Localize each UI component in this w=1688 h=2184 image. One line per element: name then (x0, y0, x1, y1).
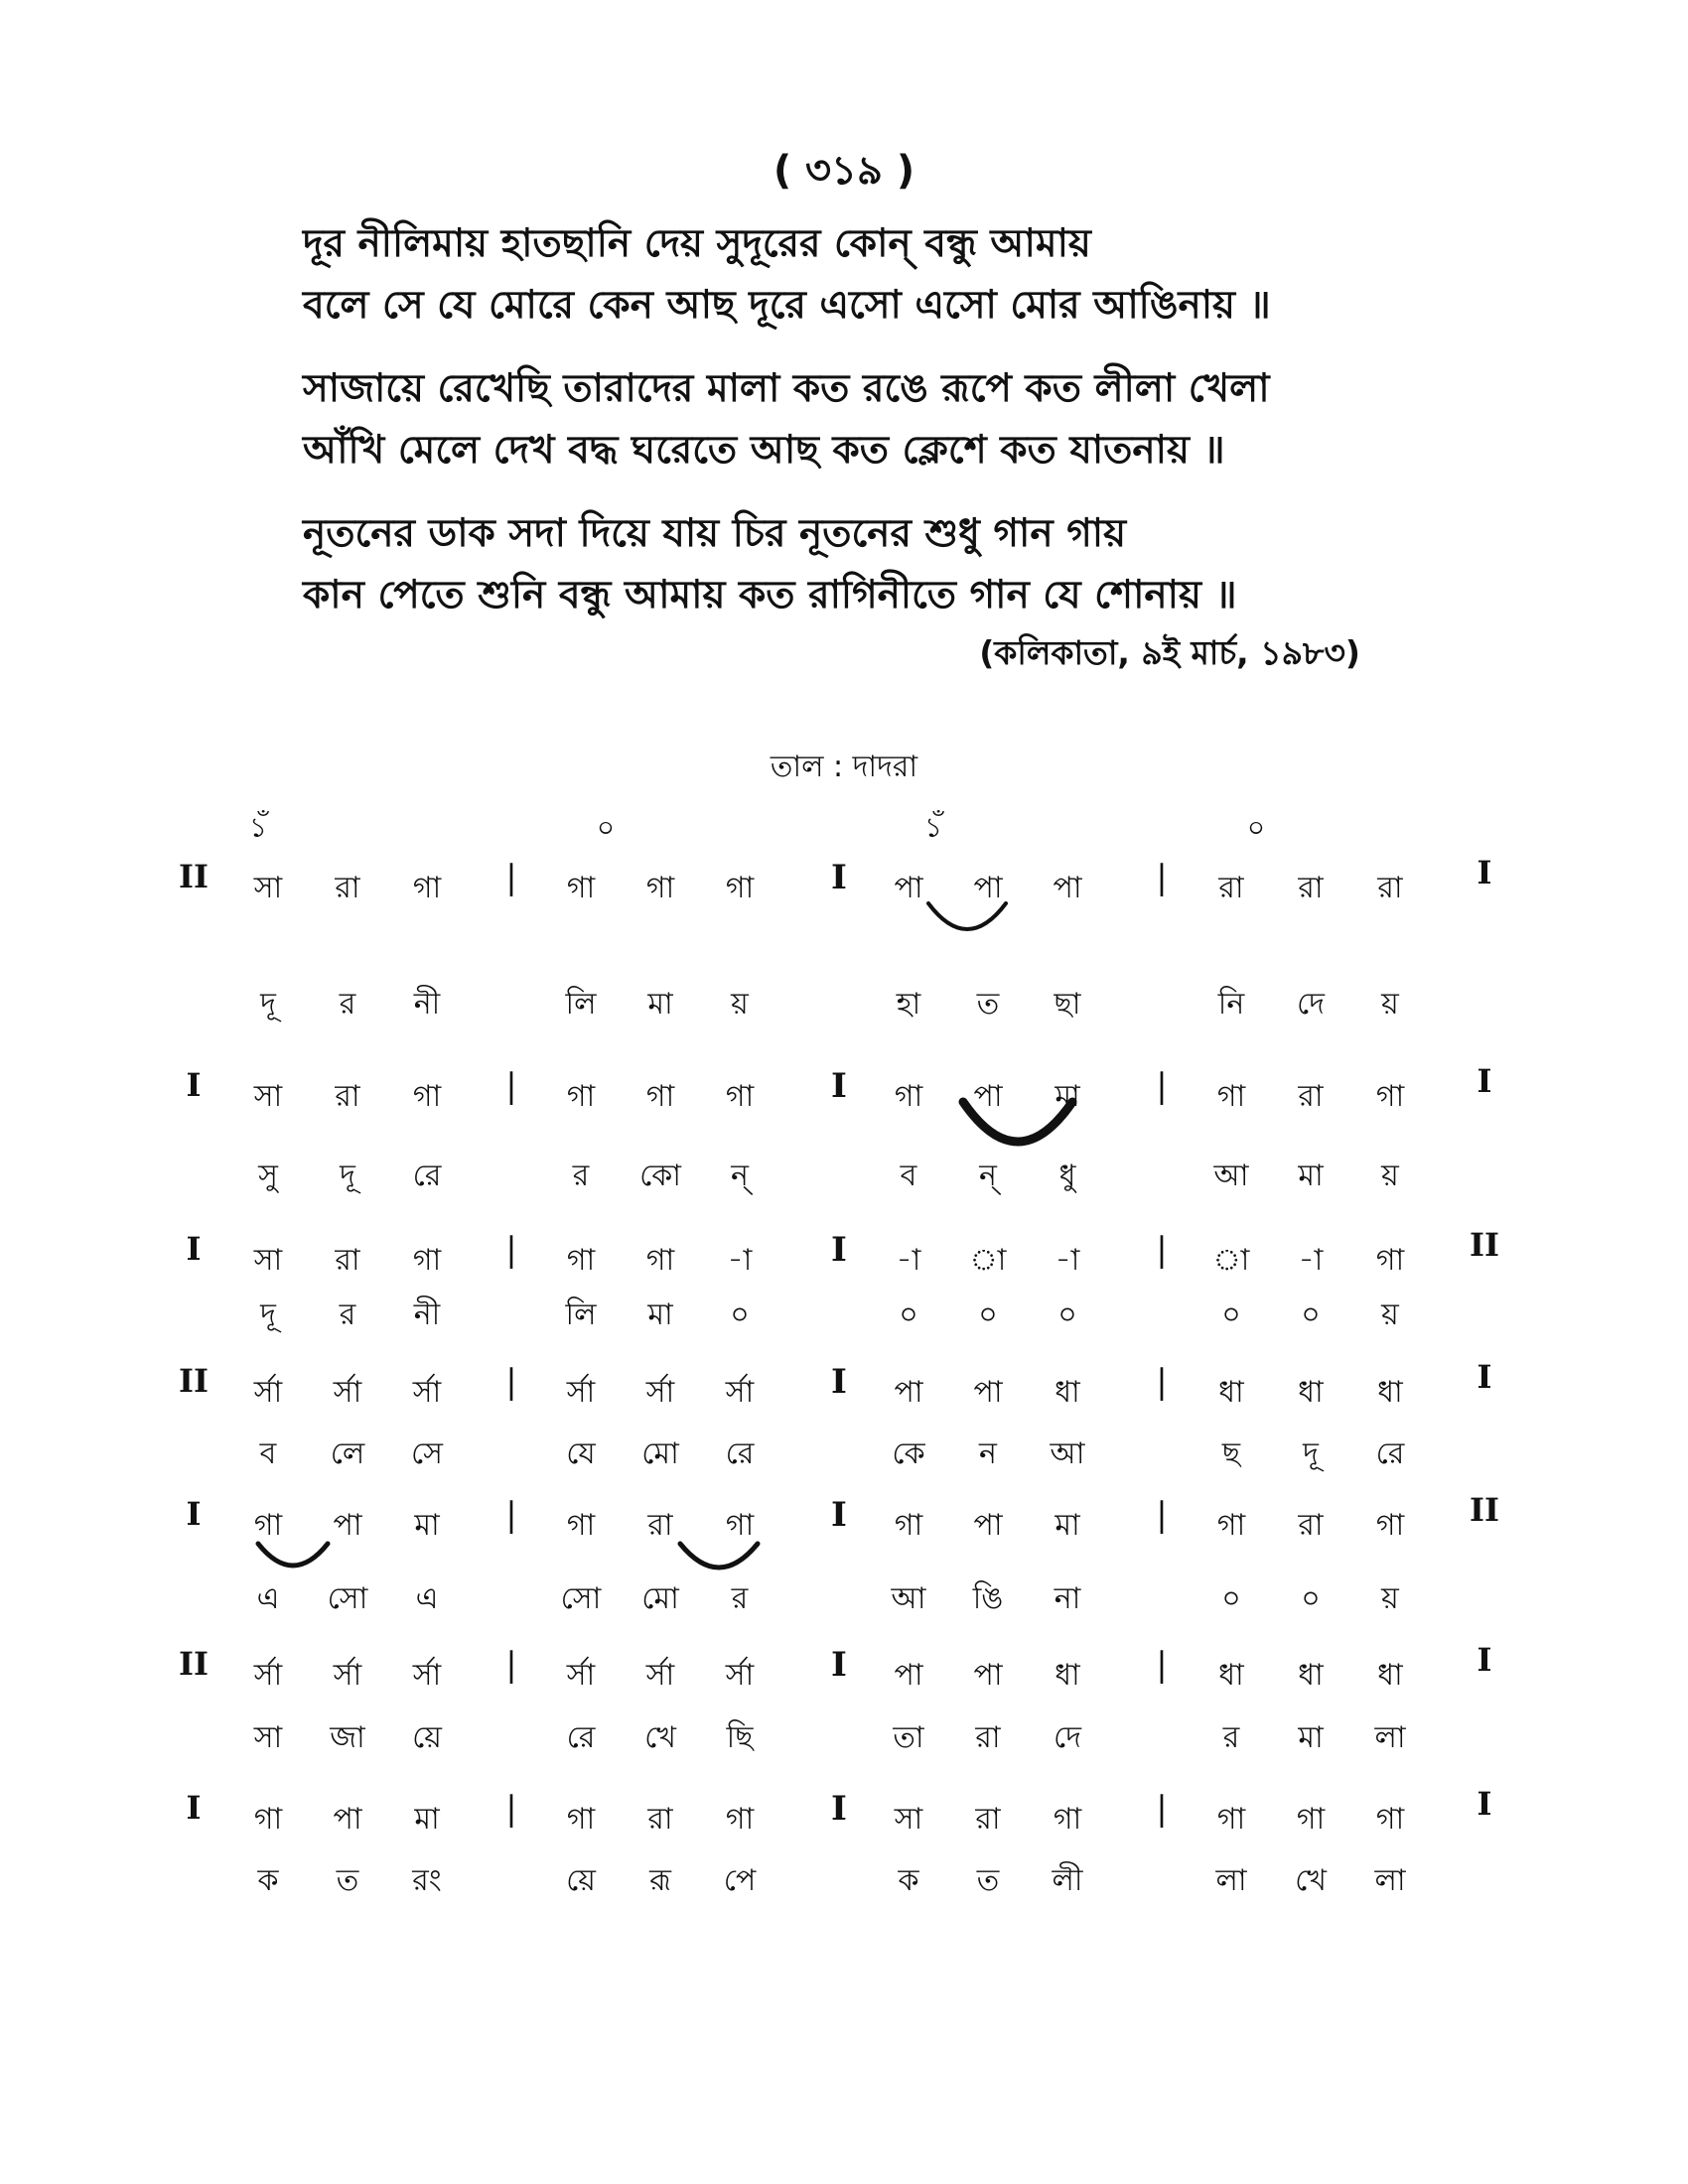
swara-note: গা (1216, 1508, 1246, 1543)
swara-note: রা (1298, 1508, 1324, 1543)
swara-note: র্সা (566, 1658, 596, 1693)
bani-syllable: কো (639, 1159, 681, 1193)
swara-note: গা (1053, 1802, 1082, 1837)
swara-note: গা (412, 1243, 442, 1278)
swara-note: গা (1296, 1802, 1326, 1837)
row-end-mark: I (1477, 1785, 1492, 1823)
bani-syllable: সা (253, 1720, 283, 1755)
row-end-mark: I (1477, 1358, 1492, 1396)
bani-syllable: ছি (726, 1720, 754, 1755)
bani-syllable: ক (898, 1863, 919, 1898)
bani-syllable: দূ (260, 1297, 276, 1332)
bani-syllable: ঙি (972, 1581, 1004, 1616)
row-end-mark: II (1470, 1226, 1499, 1264)
swara-note: গা (566, 1079, 596, 1114)
row-start-mark: I (186, 1066, 202, 1104)
swara-note: পা (894, 1658, 923, 1693)
vibhag-divider: | (505, 858, 517, 897)
swara-note: ধা (1298, 1658, 1324, 1693)
swara-note: পা (973, 1079, 1003, 1114)
bani-syllable: লা (1215, 1863, 1247, 1898)
swara-note: গা (253, 1802, 283, 1837)
swara-note: পা (973, 1508, 1003, 1543)
vibhag-divider-major: I (831, 1789, 847, 1829)
dateline: (কলিকাতা, ৯ই মার্চ, ১৯৮৩) (979, 633, 1360, 672)
swara-note: র্সা (645, 1375, 675, 1410)
bani-syllable: রে (1375, 1436, 1405, 1471)
swara-note: সা (253, 871, 283, 905)
bani-syllable: জা (330, 1720, 365, 1755)
swara-note: গা (412, 1079, 442, 1114)
swara-note: গা (566, 1243, 596, 1278)
bani-syllable: আ (1050, 1436, 1085, 1471)
bani-syllable: ত (976, 987, 1000, 1022)
bani-syllable: ন্ (731, 1159, 749, 1193)
bani-syllable: ব (259, 1436, 277, 1471)
swara-note: পা (973, 1658, 1003, 1693)
lyric-line: কান পেতে শুনি বন্ধু আমায় কত রাগিনীতে গান যে শোনায় ॥ (303, 573, 1237, 617)
bani-syllable: মা (1298, 1159, 1324, 1193)
row-start-mark: I (186, 1789, 202, 1827)
row-end-mark: I (1477, 1641, 1492, 1679)
vibhag-divider: | (505, 1066, 517, 1106)
bani-syllable: য়ে (412, 1720, 442, 1755)
vibhag-divider: | (1156, 1066, 1168, 1106)
swara-note: মা (414, 1802, 440, 1837)
tala-label: তাল : দাদরা (770, 750, 918, 784)
swara-note: -া (727, 1243, 753, 1278)
swara-note: পা (333, 1802, 362, 1837)
bani-syllable: দূ (340, 1159, 355, 1193)
bani-syllable: র (339, 987, 356, 1022)
swara-note: গা (645, 1243, 675, 1278)
beat-mark: ০ (1246, 811, 1266, 844)
swara-note: সা (894, 1802, 923, 1837)
swara-note: পা (1053, 871, 1082, 905)
bani-syllable: য় (1381, 987, 1399, 1022)
bani-syllable: রং (412, 1863, 442, 1898)
swara-note: গা (412, 871, 442, 905)
bani-syllable: রে (725, 1436, 755, 1471)
swara-note: গা (894, 1079, 923, 1114)
bani-syllable: যে (566, 1436, 596, 1471)
bani-syllable: য় (731, 987, 749, 1022)
bani-syllable: আ (891, 1581, 926, 1616)
bani-syllable: ০ (1221, 1581, 1241, 1616)
bani-syllable: ত (976, 1863, 1000, 1898)
bani-syllable: নী (413, 987, 441, 1022)
row-end-mark: I (1477, 854, 1492, 891)
swara-note: গা (566, 1802, 596, 1837)
swara-note: র্সা (333, 1375, 362, 1410)
bani-syllable: ক (257, 1863, 279, 1898)
swara-note: -া (1298, 1243, 1324, 1278)
swara-note: পা (973, 1375, 1003, 1410)
swara-note: গা (725, 1802, 755, 1837)
swara-note: র্সা (253, 1375, 283, 1410)
vibhag-divider: | (505, 1362, 517, 1402)
swara-note: গা (725, 1508, 755, 1543)
bani-syllable: য় (1381, 1297, 1399, 1332)
lyric-line: আঁখি মেলে দেখ বদ্ধ ঘরেতে আছ কত ক্লেশে কত যাতনায় ॥ (303, 428, 1225, 473)
swara-note: রা (975, 1802, 1001, 1837)
bani-syllable: ০ (1057, 1297, 1077, 1332)
row-start-mark: I (186, 1230, 202, 1268)
vibhag-divider: | (1156, 1495, 1168, 1535)
bani-syllable: ০ (730, 1297, 750, 1332)
bani-syllable: মো (641, 1581, 679, 1616)
bani-syllable: লি (565, 1297, 597, 1332)
bani-syllable: রূ (649, 1863, 671, 1898)
bani-syllable: ০ (1301, 1581, 1321, 1616)
bani-syllable: ছা (1054, 987, 1081, 1022)
swara-note: রা (647, 1802, 673, 1837)
bani-syllable: মা (647, 1297, 673, 1332)
vibhag-divider: | (1156, 1789, 1168, 1829)
row-end-mark: I (1477, 1062, 1492, 1100)
vibhag-divider: | (1156, 858, 1168, 897)
swara-note: গা (566, 1508, 596, 1543)
bani-syllable: কে (892, 1436, 925, 1471)
swara-note: র্সা (412, 1658, 442, 1693)
bani-syllable: মা (1298, 1720, 1324, 1755)
swara-note: গা (725, 1079, 755, 1114)
bani-syllable: দূ (1303, 1436, 1319, 1471)
swara-note: র্সা (253, 1658, 283, 1693)
bani-syllable: আ (1213, 1159, 1249, 1193)
bani-syllable: ছ (1221, 1436, 1241, 1471)
swara-note: মা (1055, 1508, 1080, 1543)
swara-note: গা (894, 1508, 923, 1543)
bani-syllable: লা (1374, 1720, 1406, 1755)
swara-note: -া (896, 1243, 921, 1278)
swara-note: ধা (1377, 1658, 1403, 1693)
bani-syllable: ০ (899, 1297, 918, 1332)
bani-syllable: খে (644, 1720, 676, 1755)
swara-note: ধা (1055, 1658, 1080, 1693)
swara-note: গা (1375, 1508, 1405, 1543)
vibhag-divider: | (1156, 1645, 1168, 1685)
swara-note: গা (1375, 1802, 1405, 1837)
swara-note: পা (894, 1375, 923, 1410)
bani-syllable: দে (1297, 987, 1325, 1022)
bani-syllable: ০ (1221, 1297, 1241, 1332)
swara-note: পা (894, 871, 923, 905)
swara-note: পা (973, 871, 1003, 905)
bani-syllable: র (339, 1297, 356, 1332)
vibhag-divider-major: I (831, 1362, 847, 1402)
vibhag-divider-major: I (831, 1066, 847, 1106)
bani-syllable: মা (647, 987, 673, 1022)
bani-syllable: সো (327, 1581, 368, 1616)
bani-syllable: নী (413, 1297, 441, 1332)
bani-syllable: নি (1217, 987, 1245, 1022)
beat-mark: ১ঁ (923, 811, 943, 844)
lyric-line: বলে সে যে মোরে কেন আছ দূরে এসো এসো মোর আঙিনায় ॥ (303, 283, 1271, 328)
bani-syllable: ব (900, 1159, 917, 1193)
swara-note: র্সা (566, 1375, 596, 1410)
swara-note: র্সা (412, 1375, 442, 1410)
bani-syllable: হা (896, 987, 921, 1022)
beat-mark: ১ঁ (248, 811, 268, 844)
bani-syllable: লা (1374, 1863, 1406, 1898)
swara-note: -া (1055, 1243, 1080, 1278)
bani-syllable: লি (565, 987, 597, 1022)
swara-note: র্সা (725, 1658, 755, 1693)
swara-note: গা (645, 871, 675, 905)
swara-note: র্সা (645, 1658, 675, 1693)
swara-note: ধা (1218, 1658, 1244, 1693)
swara-note: া (969, 1243, 1007, 1278)
swara-note: রা (1377, 871, 1403, 905)
lyric-line: সাজায়ে রেখেছি তারাদের মালা কত রঙে রূপে কত লীলা খেলা (303, 366, 1270, 411)
swara-note: রা (1298, 871, 1324, 905)
bani-syllable: য়ে (566, 1863, 596, 1898)
bani-syllable: লী (1052, 1863, 1083, 1898)
lyric-line: নূতনের ডাক সদা দিয়ে যায় চির নূতনের শুধু গান গায় (303, 511, 1127, 556)
bani-syllable: ন (979, 1436, 997, 1471)
bani-syllable: ন্ (979, 1159, 997, 1193)
bani-syllable: সু (258, 1159, 278, 1193)
bani-syllable: এ (415, 1581, 439, 1616)
row-start-mark: II (179, 1645, 209, 1683)
bani-syllable: ০ (1301, 1297, 1321, 1332)
swara-note: রা (1218, 871, 1244, 905)
bani-syllable: না (1054, 1581, 1081, 1616)
swara-note: গা (253, 1508, 283, 1543)
bani-syllable: ০ (978, 1297, 998, 1332)
vibhag-divider: | (1156, 1362, 1168, 1402)
bani-syllable: এ (256, 1581, 280, 1616)
swara-note: গা (1375, 1079, 1405, 1114)
vibhag-divider: | (505, 1495, 517, 1535)
vibhag-divider: | (1156, 1230, 1168, 1270)
vibhag-divider: | (505, 1230, 517, 1270)
swara-note: রা (335, 1243, 360, 1278)
bani-syllable: য় (1381, 1159, 1399, 1193)
bani-syllable: মো (641, 1436, 679, 1471)
bani-syllable: লে (330, 1436, 365, 1471)
swara-note: মা (414, 1508, 440, 1543)
swara-note: ধা (1218, 1375, 1244, 1410)
bani-syllable: দূ (260, 987, 276, 1022)
bani-syllable: র (1222, 1720, 1240, 1755)
swara-note: গা (1216, 1079, 1246, 1114)
vibhag-divider: | (505, 1645, 517, 1685)
swara-note: রা (1298, 1079, 1324, 1114)
bani-syllable: সো (560, 1581, 602, 1616)
bani-syllable: রে (566, 1720, 596, 1755)
vibhag-divider-major: I (831, 1495, 847, 1535)
swara-note: ধা (1298, 1375, 1324, 1410)
row-start-mark: II (179, 1362, 209, 1400)
bani-syllable: য় (1381, 1581, 1399, 1616)
bani-syllable: র (731, 1581, 749, 1616)
bani-syllable: তা (893, 1720, 924, 1755)
swara-note: গা (1375, 1243, 1405, 1278)
swara-note: গা (566, 871, 596, 905)
page-number: ( ৩১৯ ) (773, 148, 915, 194)
bani-syllable: র (572, 1159, 590, 1193)
row-start-mark: II (179, 858, 209, 895)
swara-note: পা (333, 1508, 362, 1543)
swara-note: ধা (1377, 1375, 1403, 1410)
bani-syllable: রে (412, 1159, 442, 1193)
bani-syllable: খে (1295, 1863, 1327, 1898)
row-start-mark: I (186, 1495, 202, 1533)
swara-note: সা (253, 1243, 283, 1278)
swara-note: গা (1216, 1802, 1246, 1837)
bani-syllable: ধু (1058, 1159, 1076, 1193)
bani-syllable: দে (1054, 1720, 1081, 1755)
swara-note: রা (335, 1079, 360, 1114)
bani-syllable: রা (975, 1720, 1001, 1755)
swara-note: রা (647, 1508, 673, 1543)
swara-note: মা (1055, 1079, 1080, 1114)
vibhag-divider-major: I (831, 1645, 847, 1685)
swara-note: সা (253, 1079, 283, 1114)
swara-note: া (1212, 1243, 1250, 1278)
swara-note: গা (725, 871, 755, 905)
bani-syllable: ত (336, 1863, 359, 1898)
vibhag-divider-major: I (831, 858, 847, 897)
swara-note: রা (335, 871, 360, 905)
lyric-line: দূর নীলিমায় হাতছানি দেয় সুদূরের কোন্ বন্ধু আমায় (303, 221, 1091, 266)
swara-note: গা (645, 1079, 675, 1114)
beat-mark: ০ (596, 811, 616, 844)
vibhag-divider: | (505, 1789, 517, 1829)
swara-note: র্সা (333, 1658, 362, 1693)
vibhag-divider-major: I (831, 1230, 847, 1270)
swara-note: ধা (1055, 1375, 1080, 1410)
swara-note: র্সা (725, 1375, 755, 1410)
row-end-mark: II (1470, 1491, 1499, 1529)
bani-syllable: পে (723, 1863, 757, 1898)
bani-syllable: সে (411, 1436, 443, 1471)
